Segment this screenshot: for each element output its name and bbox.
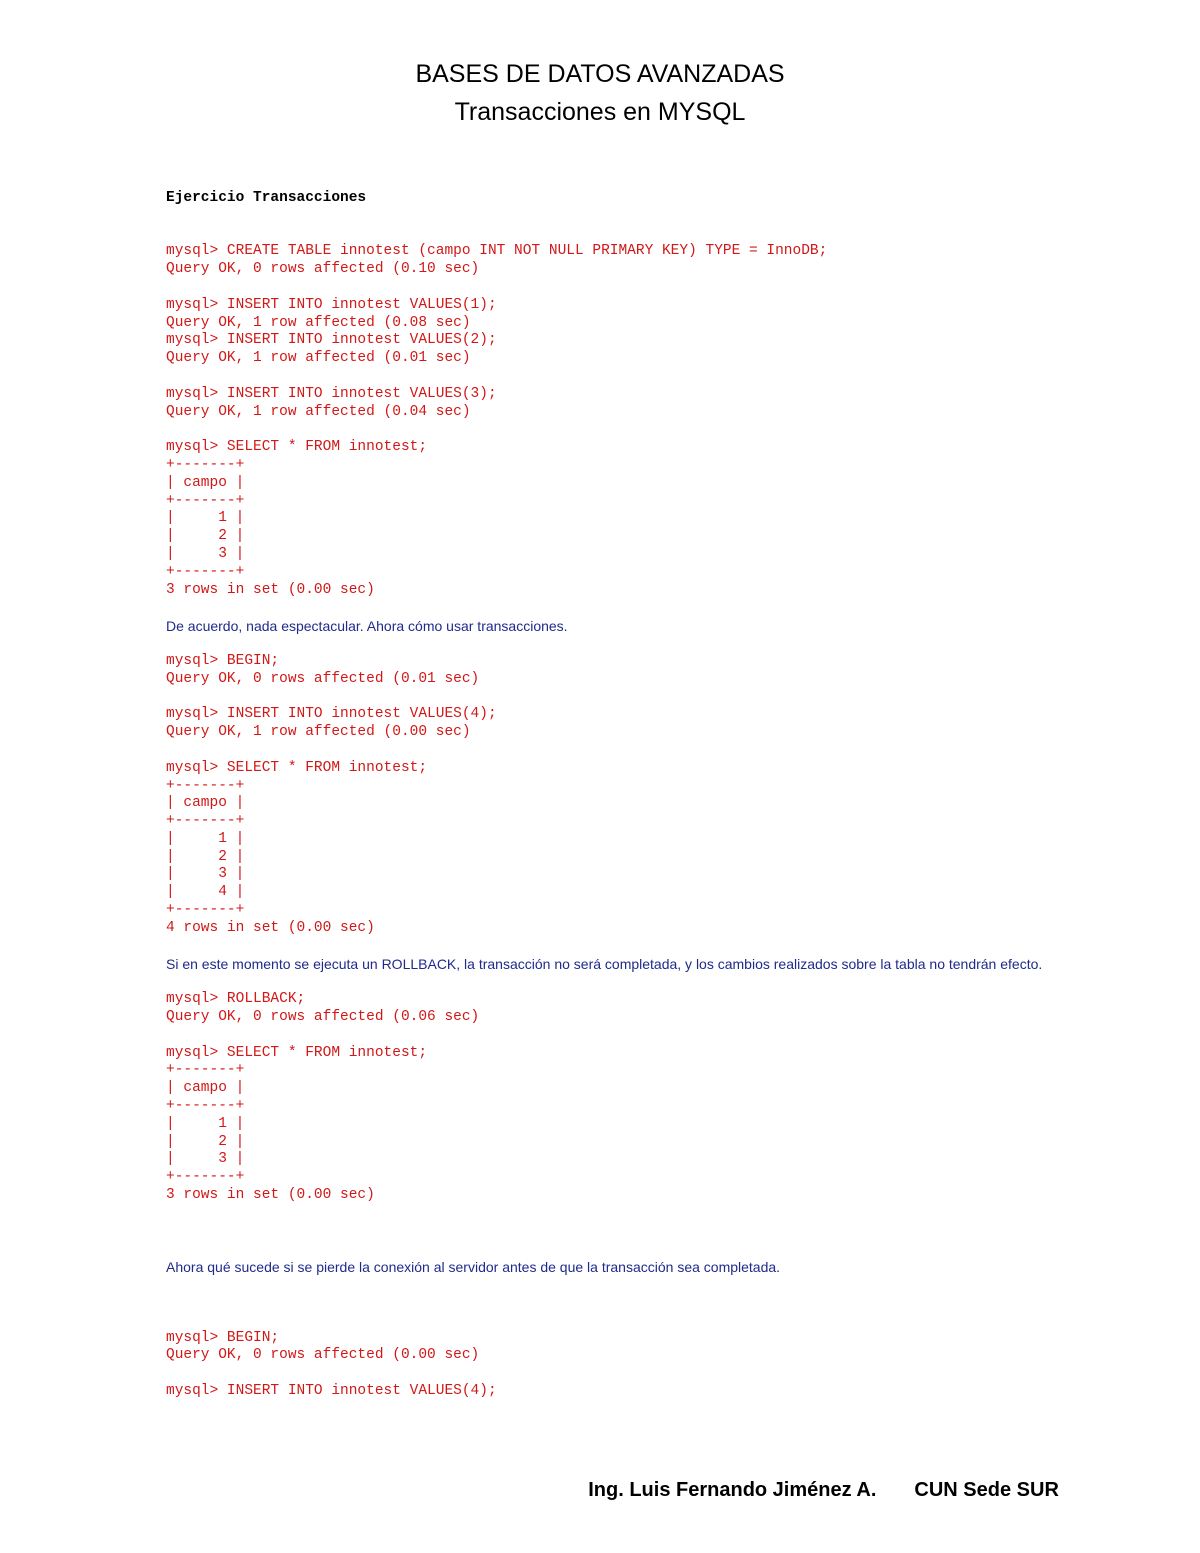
code-line: Query OK, 0 rows affected (0.06 sec)	[166, 1009, 480, 1026]
code-line: mysql> BEGIN;	[166, 1329, 280, 1346]
page-footer	[566, 1456, 1059, 1525]
code-line: | campo |	[166, 474, 245, 491]
code-line: mysql> ROLLBACK;	[166, 991, 306, 1008]
blank-line	[166, 1027, 1046, 1045]
code-line: | 2 |	[166, 848, 245, 865]
code-line: +-------+	[166, 1098, 245, 1115]
code-line: | 4 |	[166, 884, 245, 901]
blank-line	[166, 938, 1046, 956]
code-line: Query OK, 1 row affected (0.01 sec)	[166, 350, 471, 367]
code-line: Query OK, 0 rows affected (0.10 sec)	[166, 261, 480, 278]
code-line: Query OK, 1 row affected (0.00 sec)	[166, 724, 471, 741]
footer-author: Ing. Luis Fernando Jiménez A.	[588, 1479, 877, 1501]
blank-line	[166, 208, 1046, 226]
code-line: Query OK, 1 row affected (0.04 sec)	[166, 403, 471, 420]
code-line: 3 rows in set (0.00 sec)	[166, 581, 375, 598]
code-line: +-------+	[166, 563, 245, 580]
code-line: | 3 |	[166, 866, 245, 883]
code-line: 4 rows in set (0.00 sec)	[166, 919, 375, 936]
code-line: Query OK, 0 rows affected (0.00 sec)	[166, 1347, 480, 1364]
code-line: | 1 |	[166, 830, 245, 847]
code-line: | 2 |	[166, 528, 245, 545]
code-line: +-------+	[166, 1062, 245, 1079]
blank-line	[166, 689, 1046, 707]
code-line: Query OK, 1 row affected (0.08 sec)	[166, 314, 471, 331]
code-line: mysql> BEGIN;	[166, 652, 280, 669]
document-title: BASES DE DATOS AVANZADAS	[415, 60, 785, 88]
blank-line	[166, 1223, 1046, 1241]
document-body	[166, 190, 1046, 1401]
blank-line	[166, 1312, 1046, 1330]
blank-line	[166, 368, 1046, 386]
code-line: +-------+	[166, 902, 245, 919]
blank-line	[166, 1205, 1046, 1223]
code-line: mysql> INSERT INTO innotest VALUES(3);	[166, 385, 497, 402]
code-line: | campo |	[166, 795, 245, 812]
blank-line	[166, 1365, 1046, 1383]
code-line: +-------+	[166, 777, 245, 794]
code-line: | 1 |	[166, 510, 245, 527]
blank-line	[166, 1240, 1046, 1258]
blank-line	[166, 742, 1046, 760]
prose-paragraph: Ahora qué sucede si se pierde la conexión al servidor antes de que la transacción sea completada.	[166, 1259, 781, 1276]
prose-paragraph: De acuerdo, nada espectacular. Ahora cómo usar transacciones.	[166, 618, 568, 635]
blank-line	[166, 1276, 1046, 1294]
code-line: 3 rows in set (0.00 sec)	[166, 1187, 375, 1204]
code-line: mysql> SELECT * FROM innotest;	[166, 759, 428, 776]
code-line: +-------+	[166, 456, 245, 473]
code-line: mysql> SELECT * FROM innotest;	[166, 439, 428, 456]
code-line: mysql> INSERT INTO innotest VALUES(2);	[166, 332, 497, 349]
code-line: mysql> INSERT INTO innotest VALUES(4);	[166, 706, 497, 723]
footer-institution: CUN Sede SUR	[914, 1479, 1059, 1501]
blank-line	[166, 226, 1046, 244]
code-line: | 3 |	[166, 1151, 245, 1168]
code-line: +-------+	[166, 813, 245, 830]
document-subtitle: Transacciones en MYSQL	[454, 98, 746, 126]
blank-line	[166, 421, 1046, 439]
code-line: mysql> SELECT * FROM innotest;	[166, 1044, 428, 1061]
code-line: | 2 |	[166, 1133, 245, 1150]
code-line: mysql> INSERT INTO innotest VALUES(4);	[166, 1383, 497, 1399]
blank-line	[166, 635, 1046, 653]
code-line: Query OK, 0 rows affected (0.01 sec)	[166, 670, 480, 687]
code-line: mysql> INSERT INTO innotest VALUES(1);	[166, 296, 497, 313]
blank-line	[166, 973, 1046, 991]
blank-line	[166, 279, 1046, 297]
code-line: | campo |	[166, 1080, 245, 1097]
prose-paragraph: Si en este momento se ejecuta un ROLLBACK, la transacción no será completada, y los cambios realizados sobre la tabla no tendrán efecto.	[166, 956, 1043, 973]
code-line: +-------+	[166, 1169, 245, 1186]
blank-line	[166, 599, 1046, 617]
code-line: mysql> CREATE TABLE innotest (campo INT NOT NULL PRIMARY KEY) TYPE = InnoDB;	[166, 243, 828, 260]
code-line: | 3 |	[166, 545, 245, 562]
code-line: +-------+	[166, 492, 245, 509]
code-line: | 1 |	[166, 1115, 245, 1132]
section-heading: Ejercicio Transacciones	[166, 190, 367, 206]
blank-line	[166, 1294, 1046, 1312]
